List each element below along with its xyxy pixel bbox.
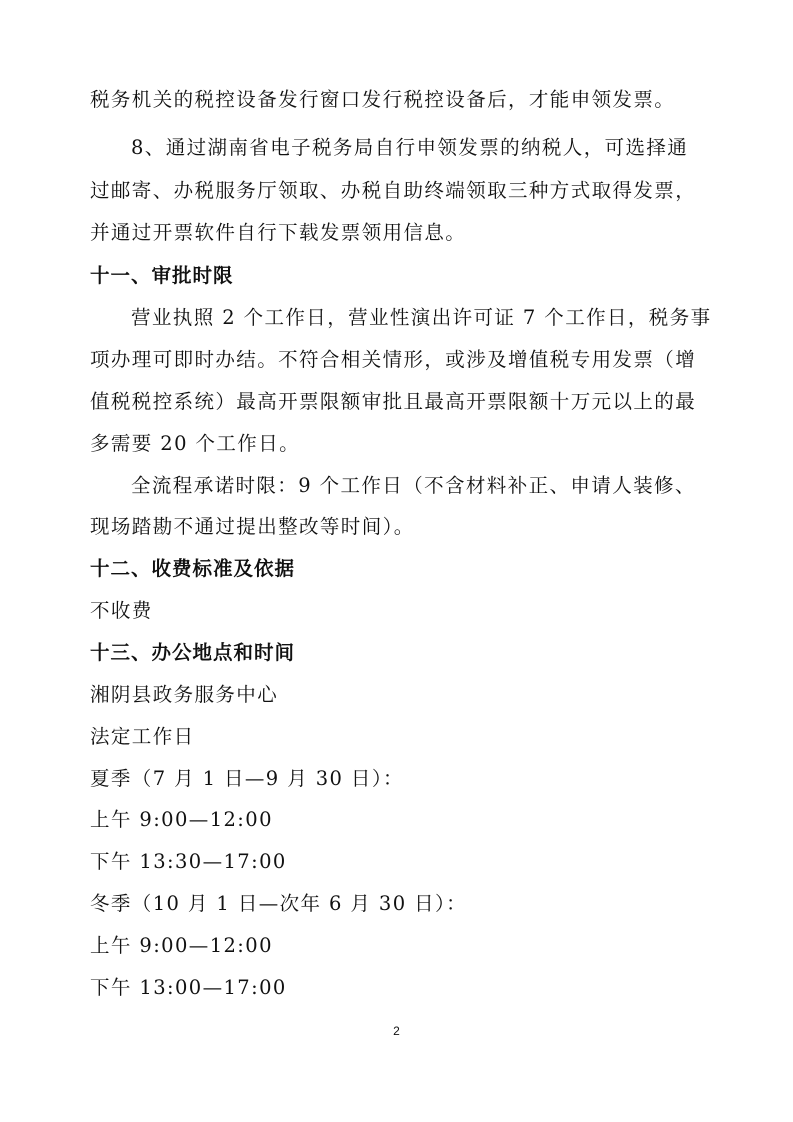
section11-p1-line-2: 项办理可即时办结。不符合相关情形，或涉及增值税专用发票（增: [90, 348, 697, 371]
summer-afternoon-hours: 下午 13:30—17:00: [90, 850, 287, 873]
section12-heading: 十二、收费标准及依据: [90, 557, 296, 580]
office-location: 湘阴县政务服务中心: [90, 683, 279, 706]
section11-p1-line-1: 营业执照 2 个工作日，营业性演出许可证 7 个工作日，税务事: [131, 306, 712, 329]
section11-p1-line-4: 多需要 20 个工作日。: [90, 432, 301, 455]
item8-line-2: 过邮寄、办税服务厅领取、办税自助终端领取三种方式取得发票，: [90, 179, 697, 202]
item8-line-1: 8、通过湖南省电子税务局自行申领发票的纳税人，可选择通: [131, 136, 689, 159]
office-days: 法定工作日: [90, 725, 195, 748]
winter-afternoon-hours: 下午 13:00—17:00: [90, 976, 287, 999]
summer-label: 夏季（7 月 1 日—9 月 30 日）：: [90, 767, 404, 790]
section11-heading: 十一、审批时限: [90, 264, 234, 287]
intro-tail-line: 税务机关的税控设备发行窗口发行税控设备后，才能申领发票。: [90, 88, 676, 111]
summer-morning-hours: 上午 9:00—12:00: [90, 808, 273, 831]
section11-p1-line-3: 值税税控系统）最高开票限额审批且最高开票限额十万元以上的最: [90, 390, 697, 413]
section11-p2-line-2: 现场踏勘不通过提出整改等时间）。: [90, 515, 415, 538]
section11-p2-line-1: 全流程承诺时限：9 个工作日（不含材料补正、申请人装修、: [131, 474, 696, 497]
section12-text: 不收费: [90, 599, 153, 622]
section13-heading: 十三、办公地点和时间: [90, 641, 296, 664]
winter-morning-hours: 上午 9:00—12:00: [90, 934, 273, 957]
page-number: 2: [393, 1024, 400, 1038]
winter-label: 冬季（10 月 1 日—次年 6 月 30 日）：: [90, 892, 468, 915]
item8-line-3: 并通过开票软件自行下载发票领用信息。: [90, 221, 467, 244]
